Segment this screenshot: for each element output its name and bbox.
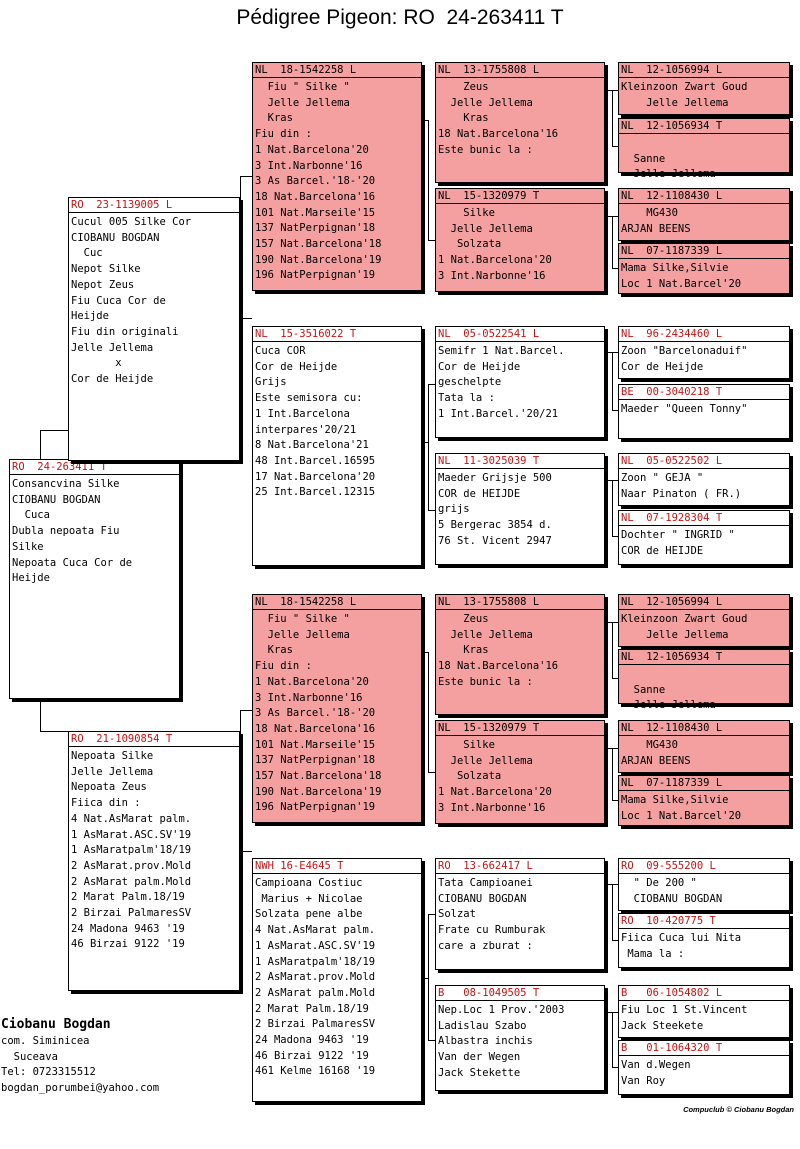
- detail-line: Mama Silke,Silvie: [621, 794, 729, 806]
- pedigree-box-g10: [618, 649, 790, 712]
- detail-line: Dochter " INGRID ": [621, 529, 735, 541]
- detail-line: " De 200 ": [621, 877, 697, 889]
- detail-line: Nepoata Silke: [71, 750, 154, 762]
- connector-line: [428, 240, 435, 241]
- connector-line: [40, 430, 41, 460]
- ring-number: NL 05-0522502 L: [619, 454, 789, 469]
- detail-line: 46 Birzai 9122 '19: [255, 1049, 369, 1062]
- detail-line: Nepoata Zeus: [71, 781, 147, 794]
- detail-line: 2 AsMarat palm.Mold: [71, 875, 192, 888]
- detail-line: 1 Nat.Barcelona'20: [438, 254, 552, 267]
- connector-line: [240, 176, 252, 177]
- connector-line: [612, 352, 613, 410]
- breeder-address-line: com. Siminicea: [1, 1035, 90, 1047]
- detail-line: interpares'20/21: [255, 423, 357, 436]
- detail-line: ARJAN BEENS: [621, 754, 691, 767]
- detail-line: Sanne: [621, 152, 666, 165]
- pigeon-details: [619, 204, 789, 237]
- ring-number: NL 18-1542258 L: [253, 595, 421, 610]
- ring-number: NL 12-1108430 L: [619, 189, 789, 204]
- ring-number: NL 12-1056994 L: [619, 595, 789, 610]
- detail-line: 1 Nat.Barcelona'20: [438, 786, 552, 799]
- page-title: Pédigree Pigeon: RO 24-263411 T: [236, 6, 564, 29]
- connector-line: [428, 914, 435, 915]
- detail-line: ARJAN BEENS: [621, 222, 691, 235]
- connector-line: [240, 710, 252, 711]
- detail-line: 8 Nat.Barcelona'21: [255, 439, 369, 452]
- detail-line: Cor de Heijde: [71, 373, 154, 386]
- pigeon-details: [436, 1001, 604, 1082]
- connector-line: [612, 216, 613, 268]
- detail-line: Fiu din :: [255, 128, 312, 141]
- pigeon-details: [436, 469, 604, 550]
- pedigree-box-subject: [9, 459, 180, 699]
- pedigree-box-dss: [435, 594, 605, 715]
- pedigree-box-g9: [618, 594, 790, 647]
- detail-line: Fiu Cuca Cor de: [71, 294, 166, 307]
- detail-line: 18 Nat.Barcelona'16: [255, 722, 376, 735]
- detail-line: CIOBANU BOGDAN: [621, 892, 723, 905]
- pigeon-details: [619, 469, 789, 502]
- detail-line: 3 As Barcel.'18-'20: [255, 707, 376, 720]
- detail-line: 2 Marat Palm.18/19: [255, 1002, 369, 1015]
- detail-line: 48 Int.Barcel.16595: [255, 454, 376, 467]
- detail-line: Jelle Jellema: [438, 628, 533, 641]
- ring-number: NL 13-1755808 L: [436, 595, 604, 610]
- detail-line: 1 AsMarat.ASC.SV'19: [71, 828, 192, 841]
- pedigree-box-g12: [618, 775, 790, 826]
- pedigree-box-ds: [252, 594, 422, 823]
- ring-number: NL 11-3025039 T: [436, 454, 604, 469]
- pigeon-details: [619, 874, 789, 907]
- detail-line: 137 NatPerpignan'18: [255, 222, 376, 235]
- detail-line: Fiu Loc 1 St.Vincent: [621, 1004, 748, 1016]
- pedigree-box-g16: [618, 1040, 790, 1095]
- detail-line: 1 Nat.Barcelona'20: [255, 143, 369, 156]
- detail-line: 4 Nat.AsMarat palm.: [255, 924, 376, 937]
- detail-line: Jelle Jellema: [438, 222, 533, 235]
- detail-line: Cor de Heijde: [438, 360, 521, 373]
- detail-line: Marius + Nicolae: [255, 892, 363, 905]
- detail-line: Heijde: [12, 572, 50, 585]
- detail-line: 5 Bergerac 3854 d.: [438, 519, 552, 532]
- detail-line: 18 Nat.Barcelona'16: [255, 190, 376, 203]
- detail-line: 196 NatPerpignan'19: [255, 801, 376, 814]
- detail-line: 3 Int.Narbonne'16: [255, 159, 363, 172]
- pedigree-box-dds: [435, 858, 605, 970]
- pedigree-box-ss: [252, 62, 422, 291]
- connector-line: [240, 176, 241, 319]
- detail-line: Cor de Heijde: [255, 360, 338, 373]
- detail-line: Zeus: [438, 81, 489, 93]
- ring-number: NL 13-1755808 L: [436, 63, 604, 78]
- connector-line: [612, 622, 613, 678]
- detail-line: Fiu " Silke ": [255, 81, 350, 93]
- ring-number: B 08-1049505 T: [436, 986, 604, 1001]
- detail-line: Fiu " Silke ": [255, 613, 350, 625]
- detail-line: Silke: [438, 207, 495, 219]
- connector-line: [40, 699, 41, 731]
- pigeon-details: [619, 665, 789, 714]
- detail-line: Jelle Jellema: [438, 754, 533, 767]
- detail-line: Naar Pinaton ( FR.): [621, 487, 742, 500]
- detail-line: Cuca: [12, 509, 50, 522]
- ring-number: B 01-1064320 T: [619, 1041, 789, 1056]
- detail-line: Jelle Jellema: [255, 96, 350, 109]
- detail-line: 3 Int.Narbonne'16: [255, 691, 363, 704]
- detail-line: Solzata pene albe: [255, 908, 363, 921]
- detail-line: 157 Nat.Barcelona'18: [255, 238, 382, 251]
- detail-line: Campioana Costiuc: [255, 877, 363, 889]
- connector-line: [612, 1067, 618, 1068]
- detail-line: Tata Campioanei: [438, 877, 533, 889]
- detail-line: Van d.Wegen: [621, 1059, 691, 1071]
- detail-line: Kras: [255, 644, 293, 657]
- pedigree-box-sds: [435, 326, 605, 438]
- detail-line: Kras: [438, 644, 489, 657]
- pigeon-details: [436, 610, 604, 691]
- connector-line: [612, 884, 613, 940]
- pedigree-box-g8: [618, 510, 790, 565]
- detail-line: x: [71, 357, 122, 370]
- pigeon-details: [10, 475, 179, 587]
- detail-line: 1 Int.Barcel.'20/21: [438, 407, 559, 420]
- detail-line: Loc 1 Nat.Barcel'20: [621, 809, 742, 822]
- detail-line: MG430: [621, 207, 678, 219]
- detail-line: COR de HEIJDE: [438, 487, 521, 500]
- pedigree-box-dsd: [435, 720, 605, 824]
- ring-number: RO 09-555200 L: [619, 859, 789, 874]
- detail-line: Fiica din :: [71, 797, 141, 810]
- detail-line: 2 AsMarat.prov.Mold: [71, 859, 192, 872]
- ring-number: RO 24-263411 T: [10, 460, 179, 475]
- ring-number: NL 07-1928304 T: [619, 511, 789, 526]
- pigeon-details: [253, 610, 421, 816]
- pigeon-details: [436, 78, 604, 159]
- detail-line: Mama la :: [621, 947, 685, 960]
- pigeon-details: [69, 747, 239, 953]
- detail-line: grijs: [438, 503, 470, 516]
- detail-line: Solzata: [438, 238, 502, 251]
- pedigree-box-sd: [252, 326, 422, 566]
- detail-line: 3 Int.Narbonne'16: [438, 801, 546, 814]
- connector-line: [428, 914, 429, 1040]
- detail-line: Fiica Cuca lui Nita: [621, 932, 742, 944]
- detail-line: Kleinzoon Zwart Goud: [621, 613, 748, 625]
- detail-line: 2 Birzai PalmaresSV: [255, 1018, 376, 1031]
- pigeon-details: [619, 134, 789, 183]
- ring-number: BE 00-3040218 T: [619, 385, 789, 400]
- detail-line: Grijs: [255, 376, 287, 389]
- detail-line: 2 Birzai PalmaresSV: [71, 907, 192, 920]
- detail-line: 137 NatPerpignan'18: [255, 754, 376, 767]
- detail-line: 461 Kelme 16168 '19: [255, 1065, 376, 1078]
- pigeon-details: [619, 1056, 789, 1089]
- detail-line: Kras: [255, 112, 293, 125]
- connector-line: [40, 430, 68, 431]
- detail-line: 1 AsMaratpalm'18/19: [255, 955, 376, 968]
- detail-line: Loc 1 Nat.Barcel'20: [621, 277, 742, 290]
- pedigree-box-g15: [618, 985, 790, 1038]
- pedigree-box-ssd: [435, 188, 605, 292]
- detail-line: Heijde: [71, 310, 109, 323]
- detail-line: 17 Nat.Barcelona'20: [255, 470, 376, 483]
- ring-number: NL 15-1320979 T: [436, 189, 604, 204]
- detail-line: 1 Int.Barcelona: [255, 407, 350, 420]
- detail-line: Frate cu Rumburak: [438, 924, 546, 937]
- breeder-address-line: Suceava: [1, 1050, 58, 1063]
- detail-line: 1 AsMaratpalm'18/19: [71, 844, 192, 857]
- footer-credit: Compuclub © Ciobanu Bogdan: [683, 1105, 794, 1114]
- pigeon-details: [619, 929, 789, 962]
- detail-line: [621, 667, 789, 683]
- pedigree-box-g5: [618, 326, 790, 379]
- connector-line: [612, 536, 618, 537]
- detail-line: Cor de Heijde: [621, 360, 704, 373]
- detail-line: 24 Madona 9463 '19: [255, 1034, 369, 1047]
- detail-line: 18 Nat.Barcelona'16: [438, 660, 559, 673]
- detail-line: Zeus: [438, 613, 489, 625]
- pedigree-box-g7: [618, 453, 790, 506]
- breeder-name: Ciobanu Bogdan: [1, 1017, 111, 1032]
- detail-line: Jack Stekette: [438, 1066, 521, 1079]
- detail-line: 157 Nat.Barcelona'18: [255, 770, 382, 783]
- pedigree-box-g4: [618, 243, 790, 294]
- detail-line: CIOBANU BOGDAN: [438, 892, 527, 905]
- pigeon-details: [253, 78, 421, 284]
- pigeon-details: [619, 736, 789, 769]
- connector-line: [428, 510, 435, 511]
- detail-line: Zoon " GEJA ": [621, 472, 704, 484]
- connector-line: [612, 748, 613, 800]
- detail-line: Jack Steekete: [621, 1019, 704, 1032]
- detail-line: 196 NatPerpignan'19: [255, 269, 376, 282]
- detail-line: Silke: [438, 739, 495, 751]
- detail-line: Nepot Zeus: [71, 278, 135, 291]
- detail-line: 3 As Barcel.'18-'20: [255, 175, 376, 188]
- detail-line: Cuc: [71, 247, 103, 260]
- pedigree-box-sire: [68, 197, 240, 461]
- ring-number: RO 13-662417 L: [436, 859, 604, 874]
- detail-line: 25 Int.Barcel.12315: [255, 486, 376, 499]
- ring-number: NL 05-0522541 L: [436, 327, 604, 342]
- ring-number: NL 96-2434460 L: [619, 327, 789, 342]
- pigeon-details: [253, 342, 421, 501]
- ring-number: NWH 16-E4645 T: [253, 859, 421, 874]
- connector-line: [40, 731, 68, 732]
- detail-line: Cuca COR: [255, 345, 306, 357]
- detail-line: Kras: [438, 112, 489, 125]
- ring-number: NL 12-1056934 T: [619, 119, 789, 134]
- connector-line: [240, 318, 252, 319]
- detail-line: Nepot Silke: [71, 263, 141, 276]
- detail-line: 2 AsMarat.prov.Mold: [255, 971, 376, 984]
- ring-number: NL 12-1056994 L: [619, 63, 789, 78]
- detail-line: CIOBANU BOGDAN: [12, 493, 101, 506]
- connector-line: [428, 120, 429, 240]
- detail-line: Ladislau Szabo: [438, 1019, 527, 1032]
- detail-line: Mama Silke,Silvie: [621, 262, 729, 274]
- detail-line: Van Roy: [621, 1074, 666, 1087]
- detail-line: CIOBANU BOGDAN: [71, 231, 160, 244]
- ring-number: NL 07-1187339 L: [619, 776, 789, 791]
- detail-line: 24 Madona 9463 '19: [71, 922, 185, 935]
- detail-line: Tata la :: [438, 392, 495, 405]
- detail-line: 1 AsMarat.ASC.SV'19: [255, 939, 376, 952]
- detail-line: Jelle Jellema: [621, 699, 716, 712]
- connector-line: [612, 90, 613, 146]
- pigeon-details: [619, 610, 789, 643]
- detail-line: Este bunic la :: [438, 675, 533, 688]
- connector-line: [240, 851, 252, 852]
- pedigree-box-g2: [618, 118, 790, 181]
- detail-line: Jelle Jellema: [621, 168, 716, 181]
- pedigree-box-g6: [618, 384, 790, 439]
- breeder-email: bogdan_porumbei@yahoo.com: [1, 1081, 160, 1094]
- pedigree-box-dam: [68, 731, 240, 991]
- pigeon-details: [619, 400, 789, 418]
- detail-line: 3 Int.Narbonne'16: [438, 269, 546, 282]
- detail-line: Kleinzoon Zwart Goud: [621, 81, 748, 93]
- connector-line: [612, 1012, 613, 1067]
- detail-line: Consancvina Silke: [12, 478, 120, 490]
- pigeon-details: [619, 526, 789, 559]
- detail-line: 101 Nat.Marseile'15: [255, 738, 376, 751]
- connector-line: [428, 384, 429, 510]
- detail-line: 101 Nat.Marseile'15: [255, 206, 376, 219]
- detail-line: 76 St. Vicent 2947: [438, 534, 552, 547]
- detail-line: Jelle Jellema: [621, 628, 729, 641]
- ring-number: RO 10-420775 T: [619, 914, 789, 929]
- detail-line: Jelle Jellema: [71, 341, 154, 354]
- detail-line: Fiu din :: [255, 660, 312, 673]
- ring-number: NL 12-1056934 T: [619, 650, 789, 665]
- connector-line: [428, 652, 429, 772]
- detail-line: Van der Wegen: [438, 1051, 521, 1064]
- detail-line: 1 Nat.Barcelona'20: [255, 675, 369, 688]
- detail-line: Albastra inchis: [438, 1035, 533, 1048]
- ring-number: NL 15-3516022 T: [253, 327, 421, 342]
- detail-line: 190 Nat.Barcelona'19: [255, 785, 382, 798]
- pedigree-box-dd: [252, 858, 422, 1102]
- detail-line: Semifr 1 Nat.Barcel.: [438, 345, 565, 357]
- detail-line: 4 Nat.AsMarat palm.: [71, 812, 192, 825]
- pigeon-details: [619, 791, 789, 824]
- detail-line: Nep.Loc 1 Prov.'2003: [438, 1004, 565, 1016]
- detail-line: Solzata: [438, 770, 502, 783]
- detail-line: 18 Nat.Barcelona'16: [438, 128, 559, 141]
- detail-line: 46 Birzai 9122 '19: [71, 938, 185, 951]
- pedigree-box-g13: [618, 858, 790, 911]
- connector-line: [612, 678, 618, 679]
- pigeon-details: [436, 874, 604, 955]
- detail-line: Solzat: [438, 908, 476, 921]
- detail-line: Sanne: [621, 683, 666, 696]
- detail-line: Este bunic la :: [438, 143, 533, 156]
- pedigree-box-sdd: [435, 453, 605, 565]
- pedigree-box-sss: [435, 62, 605, 183]
- detail-line: Jelle Jellema: [71, 765, 154, 778]
- connector-line: [612, 480, 613, 536]
- breeder-info: [1, 1016, 159, 1096]
- pedigree-box-g11: [618, 720, 790, 773]
- ring-number: RO 21-1090854 T: [69, 732, 239, 747]
- detail-line: 2 AsMarat palm.Mold: [255, 986, 376, 999]
- detail-line: Dubla nepoata Fiu: [12, 525, 120, 538]
- connector-line: [428, 1040, 435, 1041]
- connector-line: [612, 410, 618, 411]
- connector-line: [240, 710, 241, 852]
- connector-line: [428, 772, 435, 773]
- detail-line: Este semisora cu:: [255, 392, 363, 405]
- connector-line: [612, 146, 618, 147]
- pigeon-details: [619, 1001, 789, 1034]
- detail-line: geschelpte: [438, 376, 502, 389]
- detail-line: MG430: [621, 739, 678, 751]
- pigeon-details: [619, 259, 789, 292]
- detail-line: Zoon "Barcelonaduif": [621, 345, 748, 357]
- ring-number: NL 12-1108430 L: [619, 721, 789, 736]
- detail-line: Jelle Jellema: [255, 628, 350, 641]
- ring-number: B 06-1054802 L: [619, 986, 789, 1001]
- pigeon-details: [619, 342, 789, 375]
- detail-line: COR de HEIJDE: [621, 544, 704, 557]
- ring-number: RO 23-1139005 L: [69, 198, 239, 213]
- detail-line: Jelle Jellema: [438, 96, 533, 109]
- pigeon-details: [436, 342, 604, 423]
- pigeon-details: [436, 736, 604, 817]
- detail-line: Silke: [12, 540, 44, 553]
- pedigree-box-ddd: [435, 985, 605, 1091]
- detail-line: [621, 136, 789, 152]
- pigeon-details: [253, 874, 421, 1080]
- detail-line: Maeder Grijsje 500: [438, 472, 552, 484]
- ring-number: NL 18-1542258 L: [253, 63, 421, 78]
- ring-number: NL 07-1187339 L: [619, 244, 789, 259]
- connector-line: [428, 384, 435, 385]
- connector-line: [612, 940, 618, 941]
- detail-line: care a zburat :: [438, 939, 533, 952]
- pigeon-details: [436, 204, 604, 285]
- pedigree-box-g3: [618, 188, 790, 241]
- detail-line: 190 Nat.Barcelona'19: [255, 253, 382, 266]
- pigeon-details: [69, 213, 239, 388]
- pedigree-box-g1: [618, 62, 790, 115]
- detail-line: Fiu din originali: [71, 325, 179, 338]
- connector-line: [612, 268, 618, 269]
- detail-line: Maeder "Queen Tonny": [621, 403, 748, 415]
- detail-line: Cucul 005 Silke Cor: [71, 216, 192, 228]
- connector-line: [612, 800, 618, 801]
- ring-number: NL 15-1320979 T: [436, 721, 604, 736]
- detail-line: Nepoata Cuca Cor de: [12, 556, 133, 569]
- detail-line: 2 Marat Palm.18/19: [71, 891, 185, 904]
- breeder-phone: Tel: 0723315512: [1, 1066, 96, 1078]
- pedigree-box-g14: [618, 913, 790, 968]
- detail-line: Jelle Jellema: [621, 96, 729, 109]
- pigeon-details: [619, 78, 789, 111]
